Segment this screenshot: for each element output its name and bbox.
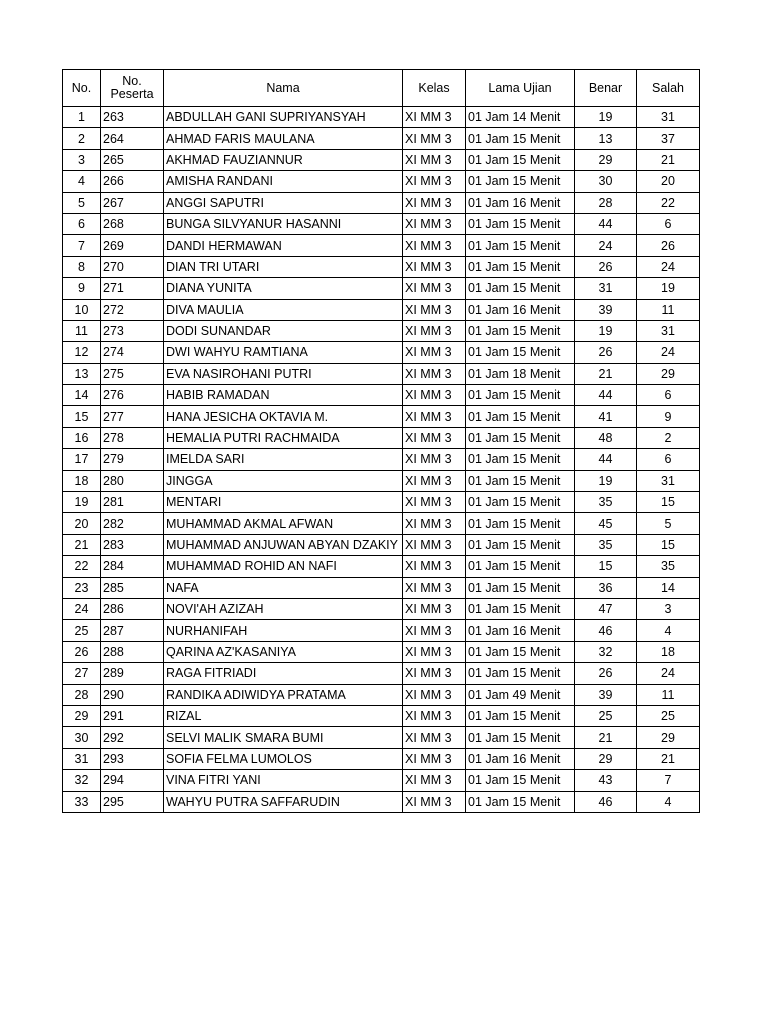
cell-benar: 48 [575, 427, 637, 448]
cell-nama: DODI SUNANDAR [164, 320, 403, 341]
table-row [63, 470, 700, 491]
cell-kelas: XI MM 3 [403, 235, 466, 256]
cell-no-peserta: 265 [101, 149, 164, 170]
cell-kelas: XI MM 3 [403, 278, 466, 299]
cell-lama-ujian: 01 Jam 16 Menit [466, 620, 575, 641]
cell-benar: 29 [575, 748, 637, 769]
cell-no-peserta: 277 [101, 406, 164, 427]
header-salah: Salah [637, 70, 700, 107]
cell-nama: SELVI MALIK SMARA BUMI [164, 727, 403, 748]
table-row [63, 534, 700, 555]
cell-kelas: XI MM 3 [403, 727, 466, 748]
cell-kelas: XI MM 3 [403, 770, 466, 791]
cell-benar: 44 [575, 213, 637, 234]
cell-kelas: XI MM 3 [403, 192, 466, 213]
cell-no: 26 [63, 641, 101, 662]
cell-salah: 31 [637, 470, 700, 491]
cell-kelas: XI MM 3 [403, 427, 466, 448]
cell-no-peserta: 279 [101, 449, 164, 470]
cell-kelas: XI MM 3 [403, 385, 466, 406]
cell-benar: 26 [575, 256, 637, 277]
cell-no: 13 [63, 363, 101, 384]
cell-benar: 36 [575, 577, 637, 598]
cell-kelas: XI MM 3 [403, 363, 466, 384]
cell-nama: RAGA FITRIADI [164, 663, 403, 684]
cell-no: 27 [63, 663, 101, 684]
cell-no: 22 [63, 556, 101, 577]
cell-salah: 2 [637, 427, 700, 448]
cell-no: 15 [63, 406, 101, 427]
cell-kelas: XI MM 3 [403, 107, 466, 128]
cell-lama-ujian: 01 Jam 15 Menit [466, 213, 575, 234]
table-row [63, 192, 700, 213]
cell-no-peserta: 282 [101, 513, 164, 534]
cell-benar: 39 [575, 684, 637, 705]
cell-benar: 15 [575, 556, 637, 577]
table-row [63, 128, 700, 149]
cell-lama-ujian: 01 Jam 15 Menit [466, 320, 575, 341]
cell-no-peserta: 271 [101, 278, 164, 299]
cell-kelas: XI MM 3 [403, 641, 466, 662]
cell-lama-ujian: 01 Jam 15 Menit [466, 556, 575, 577]
cell-lama-ujian: 01 Jam 15 Menit [466, 727, 575, 748]
cell-nama: AKHMAD FAUZIANNUR [164, 149, 403, 170]
cell-lama-ujian: 01 Jam 49 Menit [466, 684, 575, 705]
cell-no: 21 [63, 534, 101, 555]
cell-benar: 21 [575, 363, 637, 384]
cell-benar: 19 [575, 320, 637, 341]
cell-lama-ujian: 01 Jam 16 Menit [466, 192, 575, 213]
cell-lama-ujian: 01 Jam 15 Menit [466, 513, 575, 534]
table-row [63, 577, 700, 598]
cell-kelas: XI MM 3 [403, 171, 466, 192]
table-row [63, 107, 700, 128]
cell-no-peserta: 275 [101, 363, 164, 384]
cell-benar: 44 [575, 449, 637, 470]
cell-salah: 6 [637, 213, 700, 234]
cell-no-peserta: 294 [101, 770, 164, 791]
cell-kelas: XI MM 3 [403, 470, 466, 491]
cell-benar: 46 [575, 791, 637, 812]
cell-benar: 35 [575, 534, 637, 555]
cell-salah: 31 [637, 107, 700, 128]
header-benar: Benar [575, 70, 637, 107]
cell-no-peserta: 285 [101, 577, 164, 598]
cell-no-peserta: 290 [101, 684, 164, 705]
cell-nama: DIAN TRI UTARI [164, 256, 403, 277]
cell-kelas: XI MM 3 [403, 534, 466, 555]
cell-kelas: XI MM 3 [403, 577, 466, 598]
cell-lama-ujian: 01 Jam 15 Menit [466, 663, 575, 684]
cell-nama: MUHAMMAD AKMAL AFWAN [164, 513, 403, 534]
cell-no-peserta: 263 [101, 107, 164, 128]
cell-no-peserta: 281 [101, 492, 164, 513]
table-row [63, 171, 700, 192]
cell-nama: SOFIA FELMA LUMOLOS [164, 748, 403, 769]
cell-lama-ujian: 01 Jam 15 Menit [466, 705, 575, 726]
cell-no-peserta: 289 [101, 663, 164, 684]
cell-salah: 21 [637, 748, 700, 769]
cell-lama-ujian: 01 Jam 15 Menit [466, 385, 575, 406]
header-kelas: Kelas [403, 70, 466, 107]
cell-no: 4 [63, 171, 101, 192]
cell-no: 25 [63, 620, 101, 641]
cell-salah: 5 [637, 513, 700, 534]
table-row [63, 406, 700, 427]
cell-kelas: XI MM 3 [403, 513, 466, 534]
table-row [63, 492, 700, 513]
table-row [63, 641, 700, 662]
cell-salah: 29 [637, 363, 700, 384]
cell-no-peserta: 280 [101, 470, 164, 491]
cell-lama-ujian: 01 Jam 15 Menit [466, 171, 575, 192]
header-no-peserta [101, 70, 164, 107]
cell-no: 28 [63, 684, 101, 705]
cell-benar: 39 [575, 299, 637, 320]
cell-lama-ujian: 01 Jam 15 Menit [466, 470, 575, 491]
cell-salah: 37 [637, 128, 700, 149]
cell-nama: AHMAD FARIS MAULANA [164, 128, 403, 149]
cell-nama: NURHANIFAH [164, 620, 403, 641]
cell-no: 6 [63, 213, 101, 234]
table-row [63, 256, 700, 277]
cell-lama-ujian: 01 Jam 16 Menit [466, 748, 575, 769]
cell-no: 18 [63, 470, 101, 491]
table-row [63, 556, 700, 577]
cell-nama: ABDULLAH GANI SUPRIYANSYAH [164, 107, 403, 128]
cell-no: 30 [63, 727, 101, 748]
cell-no: 31 [63, 748, 101, 769]
cell-salah: 26 [637, 235, 700, 256]
cell-no-peserta: 268 [101, 213, 164, 234]
cell-no: 23 [63, 577, 101, 598]
cell-salah: 3 [637, 598, 700, 619]
cell-benar: 28 [575, 192, 637, 213]
table-row [63, 791, 700, 812]
cell-lama-ujian: 01 Jam 15 Menit [466, 449, 575, 470]
cell-kelas: XI MM 3 [403, 320, 466, 341]
cell-salah: 6 [637, 385, 700, 406]
cell-kelas: XI MM 3 [403, 556, 466, 577]
cell-no-peserta: 264 [101, 128, 164, 149]
cell-nama: MUHAMMAD ROHID AN NAFI [164, 556, 403, 577]
table-row [63, 705, 700, 726]
cell-no-peserta: 266 [101, 171, 164, 192]
cell-lama-ujian: 01 Jam 15 Menit [466, 256, 575, 277]
table-row [63, 727, 700, 748]
cell-nama: HABIB RAMADAN [164, 385, 403, 406]
exam-results-table [62, 69, 700, 813]
cell-salah: 4 [637, 791, 700, 812]
cell-benar: 35 [575, 492, 637, 513]
cell-nama: DWI WAHYU RAMTIANA [164, 342, 403, 363]
cell-nama: DANDI HERMAWAN [164, 235, 403, 256]
cell-salah: 31 [637, 320, 700, 341]
cell-kelas: XI MM 3 [403, 748, 466, 769]
cell-salah: 4 [637, 620, 700, 641]
header-lama-ujian: Lama Ujian [466, 70, 575, 107]
cell-no: 2 [63, 128, 101, 149]
cell-lama-ujian: 01 Jam 15 Menit [466, 128, 575, 149]
cell-no-peserta: 283 [101, 534, 164, 555]
cell-nama: QARINA AZ'KASANIYA [164, 641, 403, 662]
cell-nama: ANGGI SAPUTRI [164, 192, 403, 213]
cell-nama: NAFA [164, 577, 403, 598]
cell-kelas: XI MM 3 [403, 342, 466, 363]
cell-lama-ujian: 01 Jam 18 Menit [466, 363, 575, 384]
cell-kelas: XI MM 3 [403, 256, 466, 277]
table-row [63, 513, 700, 534]
cell-lama-ujian: 01 Jam 15 Menit [466, 791, 575, 812]
cell-no: 17 [63, 449, 101, 470]
cell-lama-ujian: 01 Jam 15 Menit [466, 149, 575, 170]
table-row [63, 427, 700, 448]
cell-salah: 22 [637, 192, 700, 213]
cell-kelas: XI MM 3 [403, 149, 466, 170]
cell-no-peserta: 284 [101, 556, 164, 577]
cell-benar: 21 [575, 727, 637, 748]
cell-lama-ujian: 01 Jam 15 Menit [466, 534, 575, 555]
cell-lama-ujian: 01 Jam 15 Menit [466, 427, 575, 448]
cell-no-peserta: 273 [101, 320, 164, 341]
cell-salah: 11 [637, 299, 700, 320]
table-row [63, 149, 700, 170]
cell-no-peserta: 270 [101, 256, 164, 277]
cell-salah: 7 [637, 770, 700, 791]
cell-kelas: XI MM 3 [403, 705, 466, 726]
cell-salah: 6 [637, 449, 700, 470]
cell-benar: 24 [575, 235, 637, 256]
cell-kelas: XI MM 3 [403, 620, 466, 641]
cell-salah: 25 [637, 705, 700, 726]
header-no: No. [63, 70, 101, 107]
cell-lama-ujian: 01 Jam 15 Menit [466, 492, 575, 513]
cell-no: 14 [63, 385, 101, 406]
cell-no: 12 [63, 342, 101, 363]
cell-no-peserta: 278 [101, 427, 164, 448]
cell-no-peserta: 272 [101, 299, 164, 320]
cell-benar: 19 [575, 107, 637, 128]
cell-nama: MUHAMMAD ANJUWAN ABYAN DZAKIY [164, 534, 403, 555]
cell-no-peserta: 288 [101, 641, 164, 662]
cell-kelas: XI MM 3 [403, 791, 466, 812]
cell-salah: 14 [637, 577, 700, 598]
cell-kelas: XI MM 3 [403, 213, 466, 234]
cell-no: 5 [63, 192, 101, 213]
cell-no: 1 [63, 107, 101, 128]
cell-no: 3 [63, 149, 101, 170]
cell-no-peserta: 292 [101, 727, 164, 748]
cell-no: 16 [63, 427, 101, 448]
cell-no: 10 [63, 299, 101, 320]
header-no-peserta-line2: Peserta [110, 87, 154, 101]
cell-nama: RIZAL [164, 705, 403, 726]
cell-benar: 30 [575, 171, 637, 192]
cell-no: 19 [63, 492, 101, 513]
cell-no: 9 [63, 278, 101, 299]
cell-kelas: XI MM 3 [403, 299, 466, 320]
cell-benar: 25 [575, 705, 637, 726]
cell-nama: DIANA YUNITA [164, 278, 403, 299]
cell-nama: RANDIKA ADIWIDYA PRATAMA [164, 684, 403, 705]
table-row [63, 449, 700, 470]
cell-no: 24 [63, 598, 101, 619]
table-row [63, 213, 700, 234]
cell-no: 11 [63, 320, 101, 341]
cell-salah: 11 [637, 684, 700, 705]
cell-no: 20 [63, 513, 101, 534]
cell-kelas: XI MM 3 [403, 684, 466, 705]
cell-salah: 15 [637, 534, 700, 555]
table-row [63, 363, 700, 384]
header-nama: Nama [164, 70, 403, 107]
cell-salah: 24 [637, 256, 700, 277]
cell-lama-ujian: 01 Jam 15 Menit [466, 406, 575, 427]
cell-no: 8 [63, 256, 101, 277]
cell-benar: 26 [575, 342, 637, 363]
table-header [63, 70, 700, 107]
cell-kelas: XI MM 3 [403, 598, 466, 619]
header-row [63, 70, 700, 107]
cell-lama-ujian: 01 Jam 15 Menit [466, 770, 575, 791]
table-row [63, 770, 700, 791]
cell-lama-ujian: 01 Jam 15 Menit [466, 342, 575, 363]
cell-nama: AMISHA RANDANI [164, 171, 403, 192]
table-row [63, 684, 700, 705]
cell-no-peserta: 287 [101, 620, 164, 641]
cell-nama: DIVA MAULIA [164, 299, 403, 320]
cell-no-peserta: 295 [101, 791, 164, 812]
cell-benar: 43 [575, 770, 637, 791]
cell-salah: 24 [637, 342, 700, 363]
cell-no-peserta: 293 [101, 748, 164, 769]
cell-benar: 45 [575, 513, 637, 534]
cell-kelas: XI MM 3 [403, 449, 466, 470]
table-row [63, 320, 700, 341]
cell-kelas: XI MM 3 [403, 128, 466, 149]
cell-salah: 18 [637, 641, 700, 662]
table-row [63, 620, 700, 641]
cell-nama: JINGGA [164, 470, 403, 491]
cell-lama-ujian: 01 Jam 15 Menit [466, 235, 575, 256]
cell-no-peserta: 291 [101, 705, 164, 726]
cell-lama-ujian: 01 Jam 15 Menit [466, 641, 575, 662]
cell-benar: 31 [575, 278, 637, 299]
cell-benar: 47 [575, 598, 637, 619]
cell-lama-ujian: 01 Jam 15 Menit [466, 577, 575, 598]
cell-nama: VINA FITRI YANI [164, 770, 403, 791]
cell-lama-ujian: 01 Jam 15 Menit [466, 598, 575, 619]
cell-no: 7 [63, 235, 101, 256]
cell-lama-ujian: 01 Jam 15 Menit [466, 278, 575, 299]
table-row [63, 385, 700, 406]
cell-nama: EVA NASIROHANI PUTRI [164, 363, 403, 384]
cell-nama: IMELDA SARI [164, 449, 403, 470]
cell-salah: 20 [637, 171, 700, 192]
cell-nama: MENTARI [164, 492, 403, 513]
cell-salah: 29 [637, 727, 700, 748]
cell-no-peserta: 269 [101, 235, 164, 256]
table-row [63, 748, 700, 769]
table-row [63, 235, 700, 256]
cell-salah: 21 [637, 149, 700, 170]
table-row [63, 663, 700, 684]
table-row [63, 598, 700, 619]
cell-salah: 24 [637, 663, 700, 684]
cell-nama: WAHYU PUTRA SAFFARUDIN [164, 791, 403, 812]
cell-no: 29 [63, 705, 101, 726]
cell-no-peserta: 267 [101, 192, 164, 213]
cell-no: 33 [63, 791, 101, 812]
cell-nama: HEMALIA PUTRI RACHMAIDA [164, 427, 403, 448]
table-row [63, 278, 700, 299]
cell-kelas: XI MM 3 [403, 663, 466, 684]
cell-benar: 32 [575, 641, 637, 662]
cell-benar: 26 [575, 663, 637, 684]
cell-benar: 13 [575, 128, 637, 149]
cell-lama-ujian: 01 Jam 16 Menit [466, 299, 575, 320]
cell-benar: 41 [575, 406, 637, 427]
cell-no: 32 [63, 770, 101, 791]
cell-salah: 19 [637, 278, 700, 299]
cell-nama: NOVI'AH AZIZAH [164, 598, 403, 619]
cell-lama-ujian: 01 Jam 14 Menit [466, 107, 575, 128]
cell-benar: 29 [575, 149, 637, 170]
table-row [63, 299, 700, 320]
cell-salah: 9 [637, 406, 700, 427]
cell-nama: HANA JESICHA OKTAVIA M. [164, 406, 403, 427]
header-no-peserta-line1: No. [122, 74, 142, 88]
cell-no-peserta: 286 [101, 598, 164, 619]
cell-kelas: XI MM 3 [403, 406, 466, 427]
table-row [63, 342, 700, 363]
table-body [63, 107, 700, 813]
cell-benar: 46 [575, 620, 637, 641]
cell-no-peserta: 274 [101, 342, 164, 363]
cell-salah: 35 [637, 556, 700, 577]
cell-salah: 15 [637, 492, 700, 513]
cell-kelas: XI MM 3 [403, 492, 466, 513]
cell-no-peserta: 276 [101, 385, 164, 406]
cell-benar: 44 [575, 385, 637, 406]
cell-nama: BUNGA SILVYANUR HASANNI [164, 213, 403, 234]
cell-benar: 19 [575, 470, 637, 491]
